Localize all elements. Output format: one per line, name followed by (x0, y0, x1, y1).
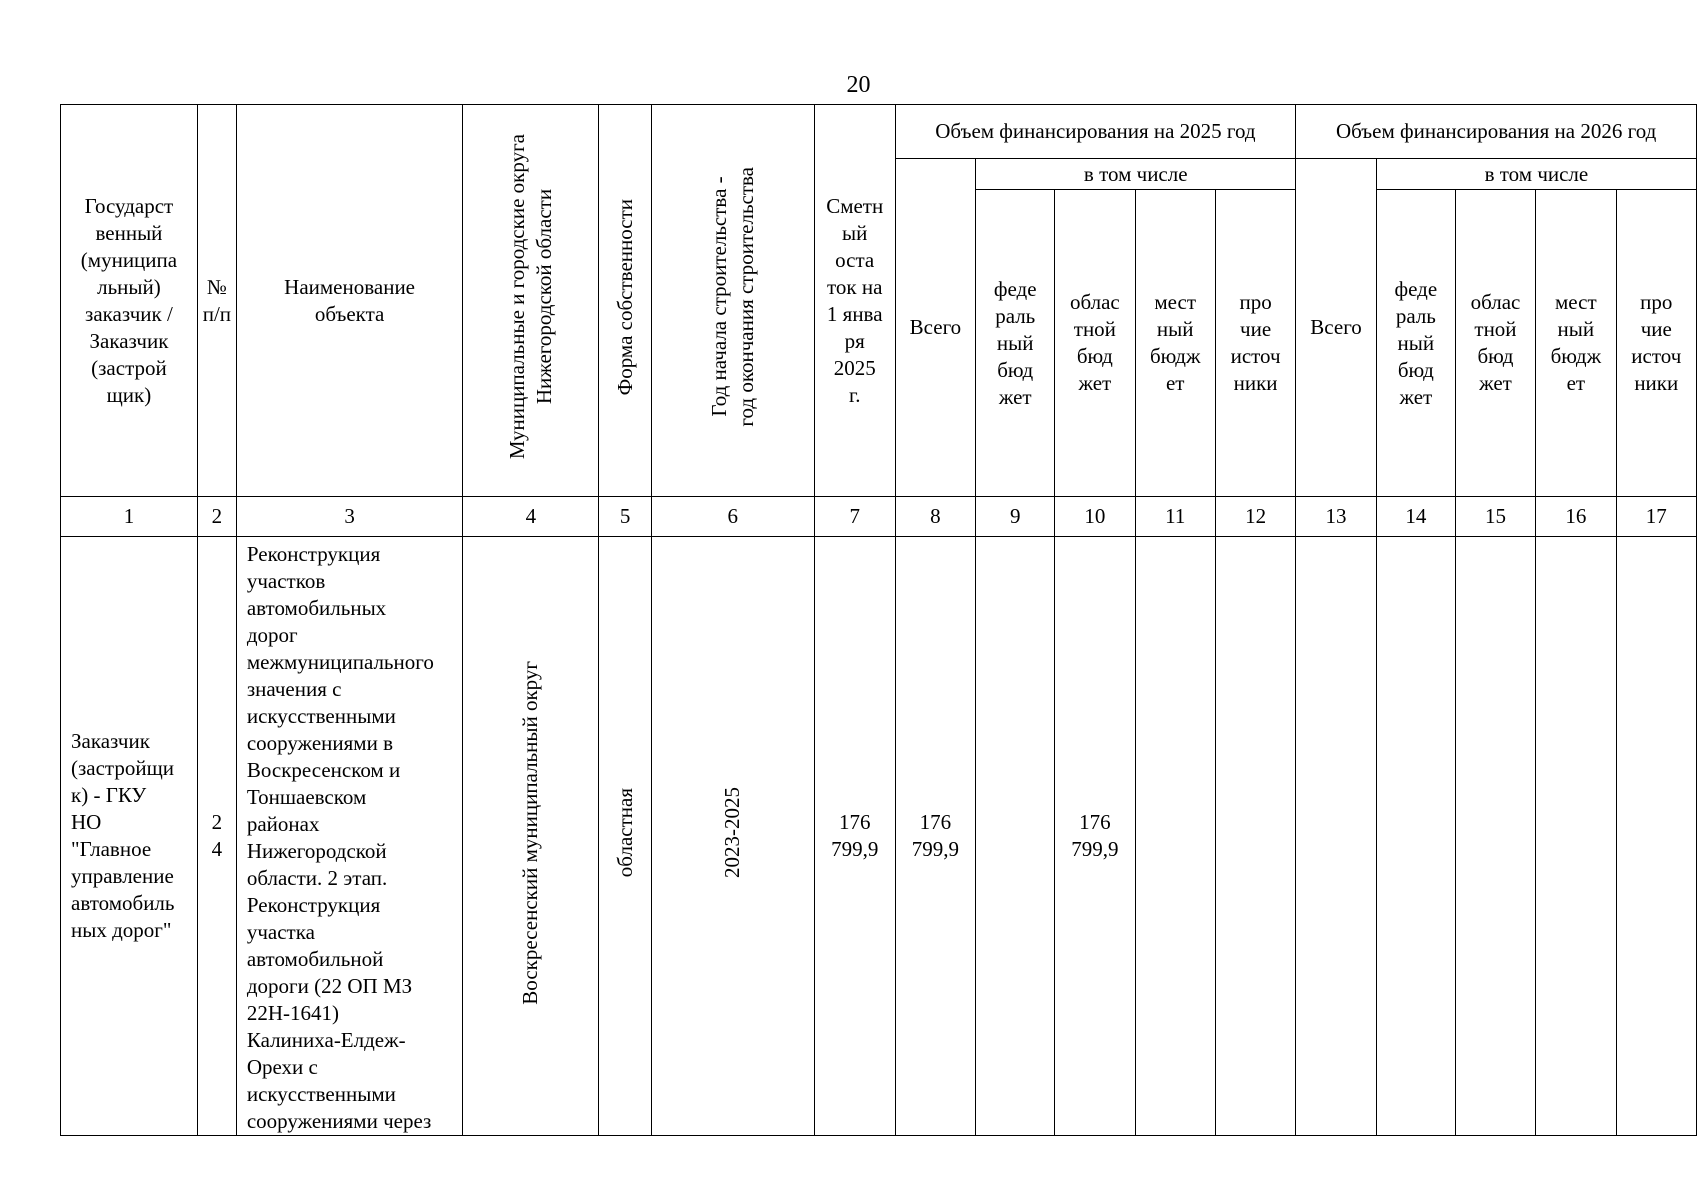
column-number: 12 (1215, 497, 1295, 537)
header-years-cell (651, 105, 814, 497)
row-federal-2025 (976, 537, 1055, 1136)
header-object-name: Наименование объекта (236, 105, 463, 497)
row-other-2026 (1616, 537, 1696, 1136)
column-number: 3 (236, 497, 463, 537)
row-local-2026 (1536, 537, 1616, 1136)
header-other-2025: про чие источ ники (1215, 190, 1295, 497)
column-number: 9 (976, 497, 1055, 537)
header-ownership: Форма собственности (612, 198, 637, 396)
construction-financing-table (60, 104, 1697, 1136)
header-years: Год начала строительства - год окончания строительства (706, 167, 758, 427)
column-number-row (61, 497, 1697, 537)
header-customer: Государст венный (муниципа льный) заказчик / Заказчик (застрой щик) (61, 105, 198, 497)
row-regional-2026 (1455, 537, 1535, 1136)
row-local-2025 (1135, 537, 1215, 1136)
row-ownership: областная (612, 787, 637, 878)
row-customer: Заказчик (застройщи к) - ГКУ НО "Главное управление автомобиль ных дорог" (61, 537, 198, 1136)
table-row (61, 537, 1697, 1136)
header-federal-2026: феде раль ный бюд жет (1376, 190, 1455, 497)
row-federal-2026 (1376, 537, 1455, 1136)
column-number: 10 (1055, 497, 1135, 537)
column-number: 14 (1376, 497, 1455, 537)
header-federal-2025: феде раль ный бюд жет (976, 190, 1055, 497)
row-years: 2023-2025 (720, 787, 745, 878)
row-municipality: Воскресенский муниципальный округ (518, 660, 543, 1005)
row-object-name: Реконструкция участков автомобильных дорог межмуниципального значения с искусственными сооружениями в Воскресенском и Тоншаевском районах Нижегородской области. 2 этап. Реконструкция участка автомобильной дороги (22 ОП МЗ 22Н-1641) Калиниха-Елдеж- Орехи с искусственными сооружениями через (236, 537, 463, 1136)
column-number: 8 (895, 497, 976, 537)
column-number: 2 (197, 497, 236, 537)
column-number: 15 (1455, 497, 1535, 537)
header-regional-2026: облас тной бюд жет (1455, 190, 1535, 497)
header-ownership-cell (599, 105, 651, 497)
header-including-2025: в том числе (976, 159, 1296, 190)
header-total-2025: Всего (895, 159, 976, 497)
header-local-2026: мест ный бюдж ет (1536, 190, 1616, 497)
header-fin-2026: Объем финансирования на 2026 год (1296, 105, 1697, 159)
row-other-2025 (1215, 537, 1295, 1136)
column-number: 6 (651, 497, 814, 537)
column-number: 17 (1616, 497, 1696, 537)
column-number: 13 (1296, 497, 1377, 537)
column-number: 1 (61, 497, 198, 537)
header-regional-2025: облас тной бюд жет (1055, 190, 1135, 497)
row-total-2026 (1296, 537, 1377, 1136)
header-municipality: Муниципальные и городские округа Нижегородской области (504, 134, 556, 460)
column-number: 11 (1135, 497, 1215, 537)
row-municipality-cell (463, 537, 599, 1136)
header-total-2026: Всего (1296, 159, 1377, 497)
page-number: 20 (846, 72, 871, 98)
header-local-2025: мест ный бюдж ет (1135, 190, 1215, 497)
header-number: № п/п (197, 105, 236, 497)
header-including-2026: в том числе (1376, 159, 1696, 190)
row-years-cell (651, 537, 814, 1136)
header-municipality-cell (463, 105, 599, 497)
row-estimate: 176 799,9 (814, 537, 895, 1136)
column-number: 7 (814, 497, 895, 537)
row-ownership-cell (599, 537, 651, 1136)
header-estimate: Сметн ый оста ток на 1 янва ря 2025 г. (814, 105, 895, 497)
row-total-2025: 176 799,9 (895, 537, 976, 1136)
header-fin-2025: Объем финансирования на 2025 год (895, 105, 1296, 159)
column-number: 4 (463, 497, 599, 537)
row-regional-2025: 176 799,9 (1055, 537, 1135, 1136)
column-number: 16 (1536, 497, 1616, 537)
column-number: 5 (599, 497, 651, 537)
row-number: 2 4 (197, 537, 236, 1136)
header-other-2026: про чие источ ники (1616, 190, 1696, 497)
